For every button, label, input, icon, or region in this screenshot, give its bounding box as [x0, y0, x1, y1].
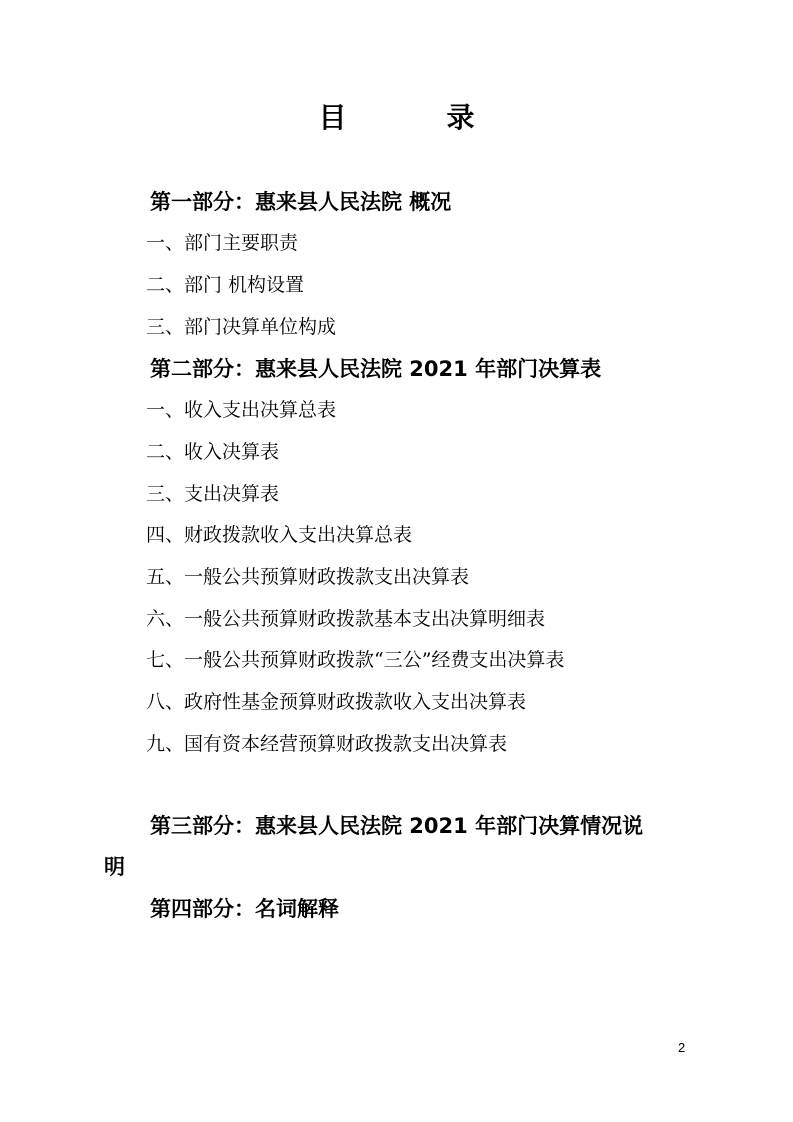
toc-item-part2-2: 二、收入决算表: [146, 441, 280, 463]
part3-heading-line1: 第三部分：惠来县人民法院 2021 年部门决算情况说: [150, 814, 644, 838]
toc-item-part2-6: 六、一般公共预算财政拨款基本支出决算明细表: [146, 608, 546, 630]
toc-item-part1-3: 三、部门决算单位构成: [146, 316, 337, 338]
toc-item-part2-1: 一、收入支出决算总表: [146, 399, 337, 421]
page-number: 2: [678, 1040, 686, 1055]
part1-heading: 第一部分：惠来县人民法院 概况: [150, 190, 452, 214]
toc-item-part2-5: 五、一般公共预算财政拨款支出决算表: [146, 566, 470, 588]
toc-item-part2-4: 四、财政拨款收入支出决算总表: [146, 524, 413, 546]
toc-item-part2-7: 七、一般公共预算财政拨款“三公”经费支出决算表: [146, 649, 565, 671]
page-title-right: 录: [446, 101, 475, 134]
toc-item-part1-1: 一、部门主要职责: [146, 232, 299, 254]
part4-heading: 第四部分：名词解释: [150, 897, 339, 921]
toc-item-part2-8: 八、政府性基金预算财政拨款收入支出决算表: [146, 691, 527, 713]
toc-item-part2-9: 九、国有资本经营预算财政拨款支出决算表: [146, 733, 508, 755]
toc-item-part2-3: 三、支出决算表: [146, 483, 280, 505]
page-title: [0, 96, 793, 140]
toc-item-part1-2: 二、部门 机构设置: [146, 274, 305, 296]
part2-heading: 第二部分：惠来县人民法院 2021 年部门决算表: [150, 357, 602, 381]
page-title-left: 目: [318, 101, 347, 134]
part3-heading-line2: 明: [104, 855, 125, 879]
